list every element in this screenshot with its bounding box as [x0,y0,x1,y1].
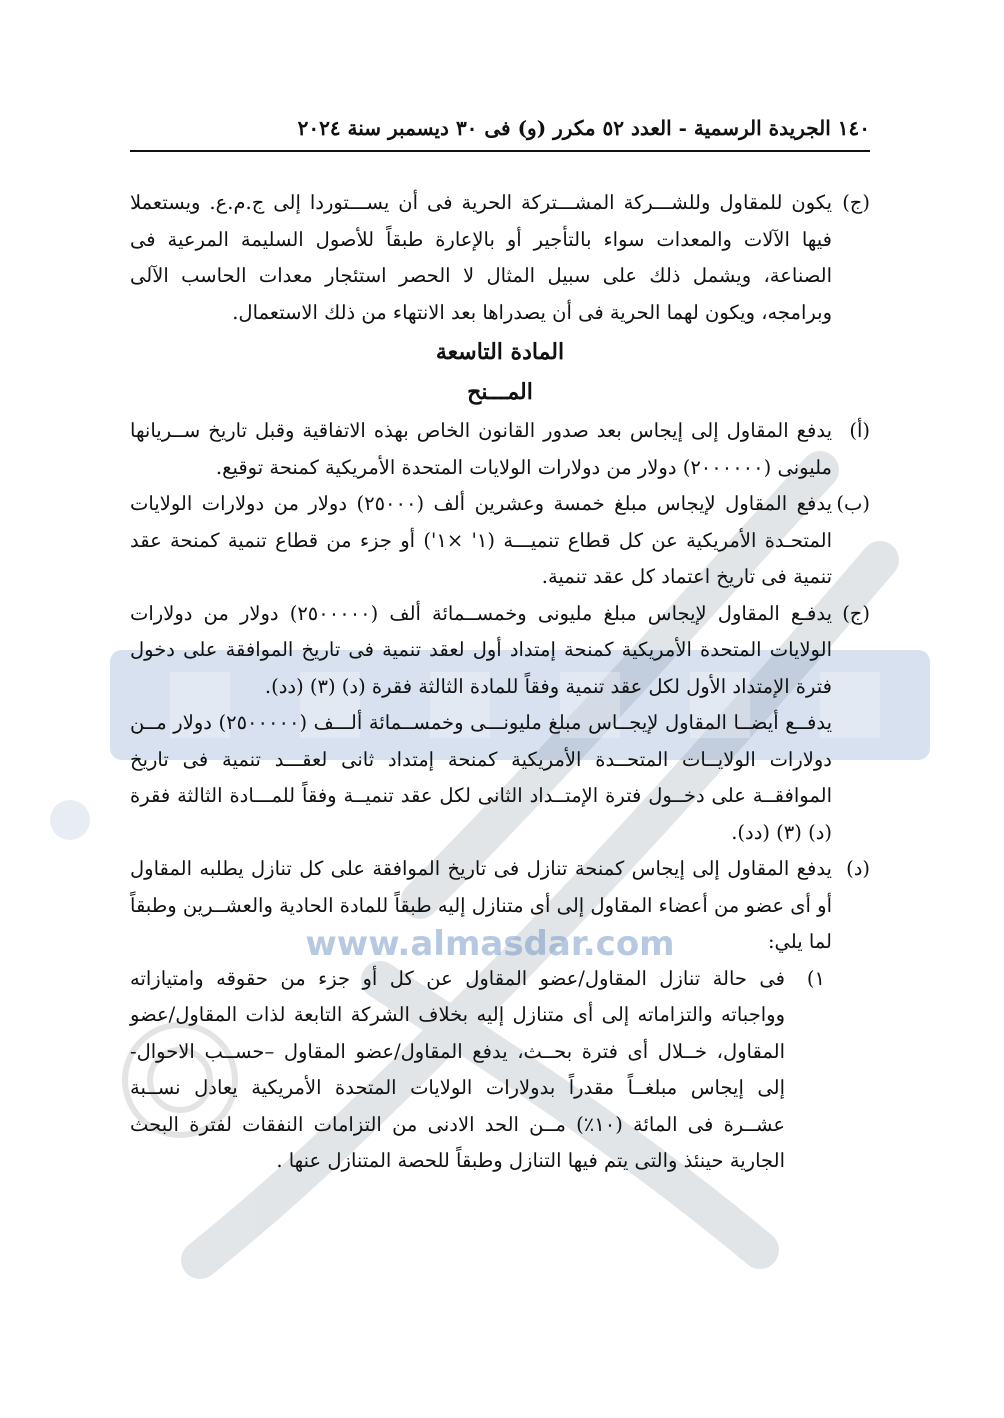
paragraph-jim [130,596,870,706]
paragraph-text: يدفع المقاول إلى إيجاس بعد صدور القانون الخاص بهذه الاتفاقية وقبل تاريخ ســريانها مليونى (٢٠٠٠٠٠٠) دولار من دولارات الولايات المتحدة الأمريكية كمنحة توقيع. [130,419,832,479]
paragraph-alif [130,413,870,486]
paragraph-marker: (ج) [842,601,870,625]
watermark-url: www.almasdar.com [305,924,675,964]
paragraph-text: يكون للمقاول وللشـــركة المشـــتركة الحرية فى أن يســـتوردا إلى ج.م.ع. ويستعملا فيها الآلات والمعدات سواء بالتأجير أو بالإعارة طبقاً للأصول السليمة المرعية فى الصناعة، ويشمل ذلك على سبيل المثال لا الحصر استئجار معدات الحاسب الآلى وبرامجه، ويكون لهما الحرية فى أن يصدراها بعد الانتهاء من ذلك الاستعمال. [130,191,832,324]
paragraph-marker: (أ) [849,419,870,442]
paragraph-marker: (ج) [842,191,870,214]
article-title: المادة التاسعة [435,339,565,365]
paragraph-dal-item-1 [130,961,825,1180]
paragraph-text: يدفـع المقاول لإيجاس مبلغ مليونى وخمســمائة ألف (٢٥٠٠٠٠٠) دولار من دولارات الولايات المتحدة الأمريكية كمنحة إمتداد أول لعقد تنمية فى تاريخ الموافقة على دخول فترة الإمتداد الأول لكل عقد تنمية وفقاً للمادة الثالثة فقرة (د) (٣) (دد). [130,601,833,698]
page-header [130,110,870,152]
paragraph-marker: ١) [806,966,825,990]
paragraph-jim-top [130,185,870,331]
paragraph-text: يدفع المقاول إلى إيجاس كمنحة تنازل فى تاريخ الموافقة على كل تنازل يطلبه المقاول أو أى عضو من أعضاء المقاول إلى أى متنازل إليه طبقاً للمادة الحادية والعشــرين وطبقاً لما يلي: [130,857,832,953]
paragraph-text: فى حالة تنازل المقاول/عضو المقاول عن كل أو جزء من حقوقه وامتيازاته وواجباته والتزاماته إلى أى متنازل إليه بخلاف الشركة التابعة لذات المقاول/عضو المقاول، خــلال أى فترة بحــث، يدفع المقاول/عضو المقاول –حســب الاحوال- إلى إيجاس مبلغــاً مقدراً بدولارات الولايات المتحدة الأمريكية يعادل نســبة عشــرة فى المائة (١٠٪) مــن الحد الادنى من التزامات النفقات لفترة البحث الجارية حينئذ والتى يتم فيها التنازل وطبقاً للحصة المتنازل عنها . [130,966,785,1172]
paragraph-marker: (د) [846,857,870,880]
document-body [130,185,870,1180]
paragraph-text: يدفع المقاول لإيجاس مبلغ خمسة وعشرين ألف (٢٥٠٠٠) دولار من دولارات الولايات المتحـدة الأمريكية عن كل قطاع تنميـــة (١' ×١') أو جزء من قطاع تنمية كمنحة عقد تنمية فى تاريخ اعتماد كل عقد تنمية. [130,492,832,588]
paragraph-marker: (ب) [836,492,870,515]
article-subtitle: المـــنح [467,379,533,405]
paragraph-ba [130,486,870,596]
paragraph-jim-continued [130,705,870,851]
header-text: ١٤٠ الجريدة الرسمية - العدد ٥٢ مكرر (و) فى ٣٠ ديسمبر سنة ٢٠٢٤ [297,116,870,140]
paragraph-dal [130,851,870,961]
paragraph-text: يدفــع أيضــا المقاول لإيجــاس مبلغ مليونـــى وخمســمائة ألـــف (٢٥٠٠٠٠٠) دولار مــن دولارات الولايــات المتحــدة الأمريكية كمنحة إمتداد ثانى لعقـــد تنمية فى تاريخ الموافقــة على دخــول فترة الإمتــداد الثانى لكل عقد تنميــة وفقاً للمـــادة الثالثة فقرة (د) (٣) (دد). [130,711,833,844]
